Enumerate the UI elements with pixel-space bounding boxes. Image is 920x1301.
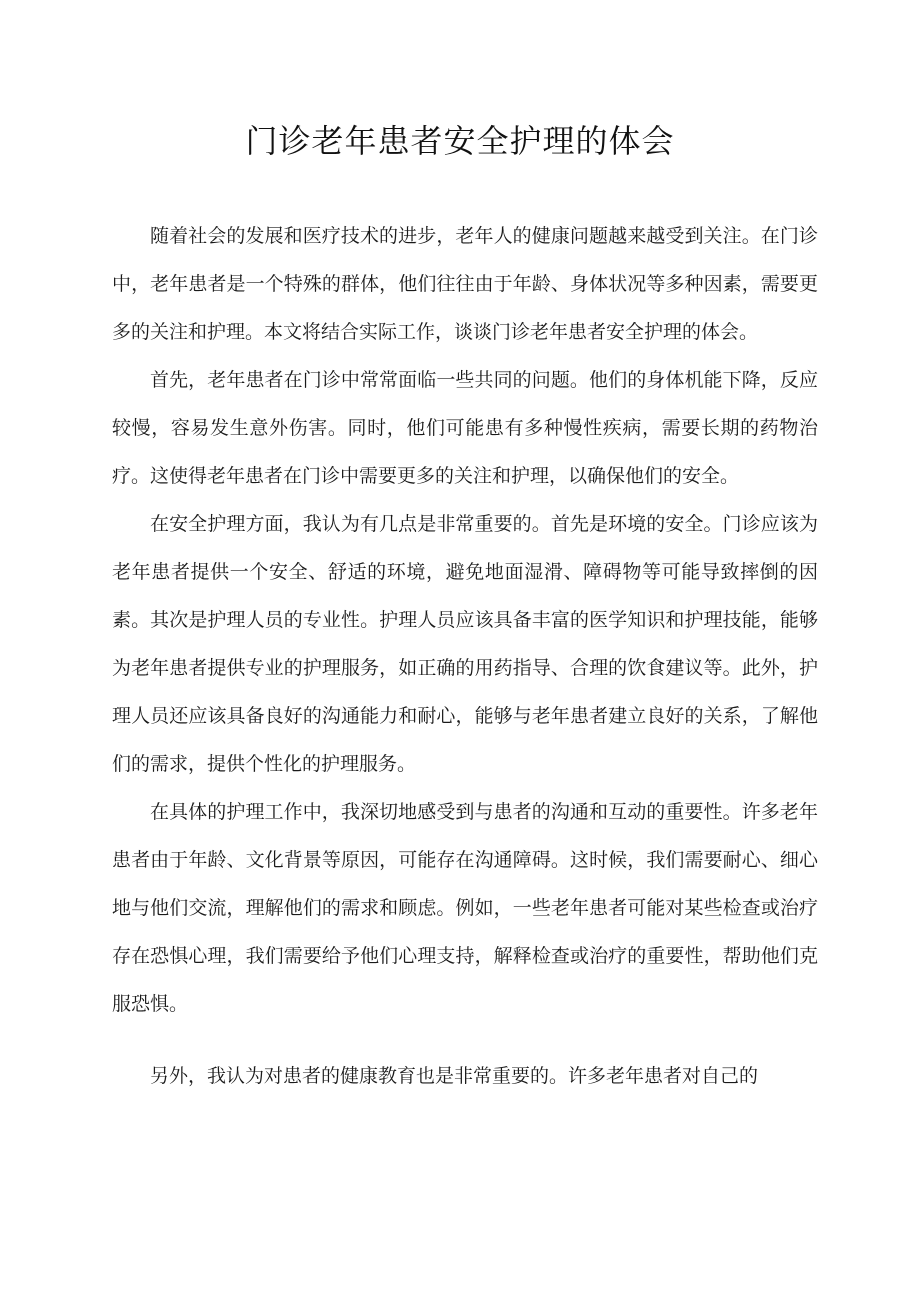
document-body [112,212,818,1100]
paragraph-safety-care: 在安全护理方面，我认为有几点是非常重要的。首先是环境的安全。门诊应该为老年患者提供一个安全、舒适的环境，避免地面湿滑、障碍物等可能导致摔倒的因素。其次是护理人员的专业性。护理人员应该具备丰富的医学知识和护理技能，能够为老年患者提供专业的护理服务，如正确的用药指导、合理的饮食建议等。此外，护理人员还应该具备良好的沟通能力和耐心，能够与老年患者建立良好的关系，了解他们的需求，提供个性化的护理服务。 [112,513,818,775]
paragraph-health-education: 另外，我认为对患者的健康教育也是非常重要的。许多老年患者对自己的 [150,1065,759,1087]
document-title: 门诊老年患者安全护理的体会 [245,122,675,160]
paragraph-communication: 在具体的护理工作中，我深切地感受到与患者的沟通和互动的重要性。许多老年患者由于年龄、文化背景等原因，可能存在沟通障碍。这时候，我们需要耐心、细心地与他们交流，理解他们的需求和顾虑。例如，一些老年患者可能对某些检查或治疗存在恐惧心理，我们需要给予他们心理支持，解释检查或治疗的重要性，帮助他们克服恐惧。 [112,801,818,1015]
paragraph-common-problems: 首先，老年患者在门诊中常常面临一些共同的问题。他们的身体机能下降，反应较慢，容易发生意外伤害。同时，他们可能患有多种慢性疾病，需要长期的药物治疗。这使得老年患者在门诊中需要更多的关注和护理，以确保他们的安全。 [112,369,818,487]
paragraph-intro: 随着社会的发展和医疗技术的进步，老年人的健康问题越来越受到关注。在门诊中，老年患者是一个特殊的群体，他们往往由于年龄、身体状况等多种因素，需要更多的关注和护理。本文将结合实际工作，谈谈门诊老年患者安全护理的体会。 [112,225,818,343]
